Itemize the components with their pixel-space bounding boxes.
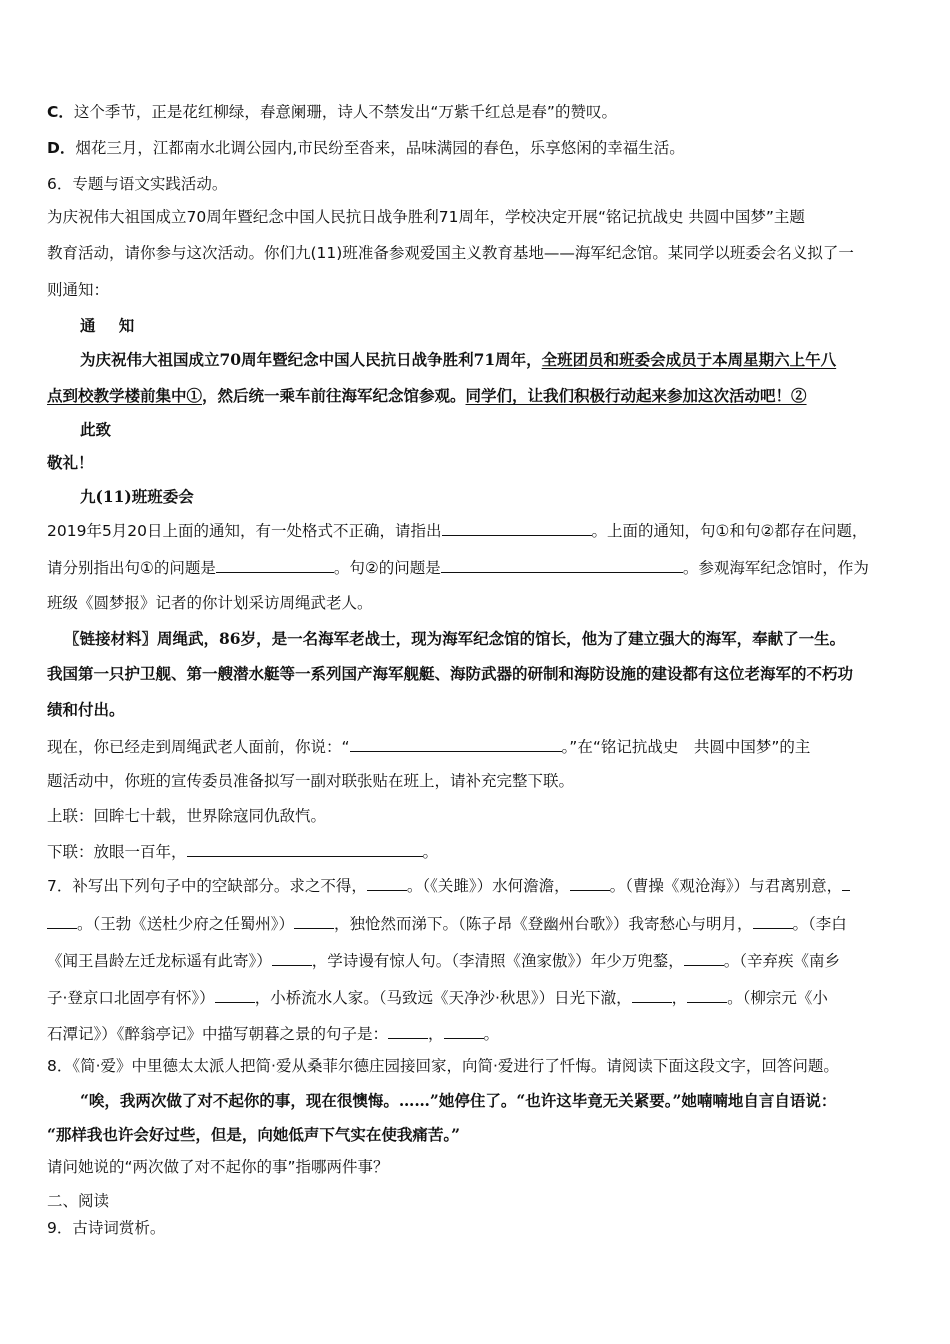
q7-text-4d: 。（柳宗元《小 [727,989,828,1007]
notice-sentence-1-part-b: 点到校教学楼前集中① [47,386,203,405]
q7-text-3c: 。（辛弃疾《南乡 [723,952,841,970]
couplet-lower [47,840,438,862]
q7-text-5c: 。 [483,1025,500,1043]
q7-line-5 [47,1022,499,1044]
q6-date-line [47,519,867,541]
q6-date-line-tail: 。上面的通知，句①和句②都存在问题， [591,522,868,540]
q7-line-1 [47,874,850,896]
answer-blank-interview[interactable] [350,735,562,752]
answer-blank-sentence-1[interactable] [216,556,334,573]
q7-line-4 [47,986,828,1008]
option-c [47,102,617,122]
q7-line-3 [47,949,840,971]
q6-problem-text-a: 请分别指出句①的问题是 [47,559,216,577]
q7-text-3a: 《闻王昌龄左迁龙标遥有此寄》） [47,952,272,970]
link-material-line-1: 〖链接材料〗周绳武，86岁，是一名海军老战士，现为海军纪念馆的馆长，他为了建立强大的海军，奉献了一生。 [64,629,846,648]
q8-line-1: 8．《简·爱》中里德太太派人把简·爱从桑菲尔德庄园接回家，向简·爱进行了忏悔。请阅读下面这段文字，回答问题。 [47,1057,839,1075]
q6-problem-text-b: 。句②的问题是 [333,559,441,577]
q7-text-2a: 。（王勃《送杜少府之任蜀州》） [77,915,295,933]
notice-line-2 [47,386,807,406]
couplet-upper: 上联：回眸七十载，世界除寇同仇敌忾。 [47,807,327,825]
answer-blank-q7-8[interactable] [215,986,255,1003]
couplet-lower-end: 。 [422,843,439,861]
q6-problem-text-c: 。参观海军纪念馆时，作为 [682,559,869,577]
q8-question: 请问她说的“两次做了对不起你的事”指哪两件事？ [47,1158,389,1176]
q6-intro-line-2: 教育活动，请你参与这次活动。你们九(11)班准备参观爱国主义教育基地——海军纪念馆。某同学以班委会名义拟了一 [47,244,854,262]
q7-text-5a: 石潭记》）《醉翁亭记》中描写朝暮之景的句子是： [47,1025,389,1043]
q6-date-line-text: 2019年5月20日上面的通知，有一处格式不正确，请指出 [47,522,442,540]
q6-problem-line [47,556,869,578]
couplet-lower-text: 下联：放眼一百年， [47,843,187,861]
answer-blank-q7-3b[interactable] [47,912,77,929]
notice-line-2-text: ，然后统一乘车前往海军纪念馆参观。 [202,386,466,405]
q7-text-3b: ，学诗谩有惊人句。（李清照《渔家傲》）年少万兜鍪， [311,952,684,970]
answer-blank-format[interactable] [442,519,592,536]
q7-text-1a: 7．补写出下列句子中的空缺部分。求之不得， [47,877,367,895]
notice-cizhi: 此致 [80,420,112,439]
notice-title: 通知 [80,316,158,335]
answer-blank-q7-1[interactable] [367,874,407,891]
q7-text-4a: 子·登京口北固亭有怀》） [47,989,215,1007]
q7-text-4c: ， [671,989,688,1007]
answer-blank-q7-5[interactable] [753,912,793,929]
option-d-label: D． [47,139,76,157]
q7-text-1c: 。（曹操《观沧海》）与君离别意， [609,877,843,895]
section-2-heading: 二、阅读 [47,1192,110,1210]
question-9-title: 9．古诗词赏析。 [47,1219,166,1237]
notice-line-1 [80,350,836,370]
interview-line [47,735,810,757]
question-6-title: 6．专题与语文实践活动。 [47,175,228,193]
answer-blank-q7-6[interactable] [272,949,312,966]
answer-blank-q7-10[interactable] [687,986,727,1003]
answer-blank-q7-11[interactable] [388,1022,428,1039]
answer-blank-q7-9[interactable] [632,986,672,1003]
q6-intro-line-1: 为庆祝伟大祖国成立70周年暨纪念中国人民抗日战争胜利71周年，学校决定开展“铭记抗战史 共圆中国梦”主题 [47,208,805,226]
answer-blank-q7-4[interactable] [294,912,334,929]
q8-quote-line-1: “唉，我两次做了对不起你的事，现在很懊悔。……”她停住了。“也许这毕竟无关紧要。”她喃喃地自言自语说： [80,1091,837,1110]
option-d [47,138,685,158]
q6-reporter-line: 班级《圆梦报》记者的你计划采访周绳武老人。 [47,594,373,612]
q7-text-4b: ，小桥流水人家。（马致远《天净沙·秋思》）日光下澈， [254,989,632,1007]
q7-text-2b: ，独怆然而涕下。（陈子昂《登幽州台歌》）我寄愁心与明月， [334,915,753,933]
answer-blank-q7-2[interactable] [570,874,610,891]
notice-signature: 九(11)班班委会 [80,487,194,506]
answer-blank-q7-12[interactable] [444,1022,484,1039]
q7-line-2 [47,912,847,934]
option-c-label: C． [47,103,74,121]
interview-text-b: 。”在“铭记抗战史 共圆中国梦”的主 [561,738,811,756]
answer-blank-q7-7[interactable] [684,949,724,966]
answer-blank-q7-3a[interactable] [842,874,850,891]
option-d-text: 烟花三月，江都南水北调公园内,市民纷至沓来，品味满园的春色，乐享悠闲的幸福生活。 [75,139,685,157]
couplet-task-line: 题活动中，你班的宣传委员准备拟写一副对联张贴在班上，请补充完整下联。 [47,772,575,790]
link-material-line-2: 我国第一只护卫舰、第一艘潜水艇等一系列国产海军舰艇、海防武器的研制和海防设施的建设都有这位老海军的不朽功 [47,664,854,683]
answer-blank-couplet[interactable] [187,840,423,857]
notice-line-1-text: 为庆祝伟大祖国成立70周年暨纪念中国人民抗日战争胜利71周年， [80,350,542,369]
q7-text-1b: 。（《关雎》）水何澹澹， [406,877,570,895]
q7-text-5b: ， [428,1025,444,1043]
q8-quote-line-2: “那样我也许会好过些，但是，向她低声下气实在使我痛苦。” [47,1125,461,1144]
q6-intro-line-3: 则通知： [47,281,110,299]
answer-blank-sentence-2[interactable] [441,556,683,573]
notice-sentence-2: 同学们，让我们积极行动起来参加这次活动吧！② [465,386,807,405]
q7-text-2c: 。（李白 [792,915,847,933]
option-c-text: 这个季节，正是花红柳绿，春意阑珊，诗人不禁发出“万紫千红总是春”的赞叹。 [73,103,617,121]
link-material-line-3: 绩和付出。 [47,700,125,719]
notice-jingli: 敬礼！ [47,453,94,472]
interview-text-a: 现在，你已经走到周绳武老人面前，你说：“ [47,738,350,756]
notice-sentence-1-part-a: 全班团员和班委会成员于本周星期六上午八 [541,350,837,369]
